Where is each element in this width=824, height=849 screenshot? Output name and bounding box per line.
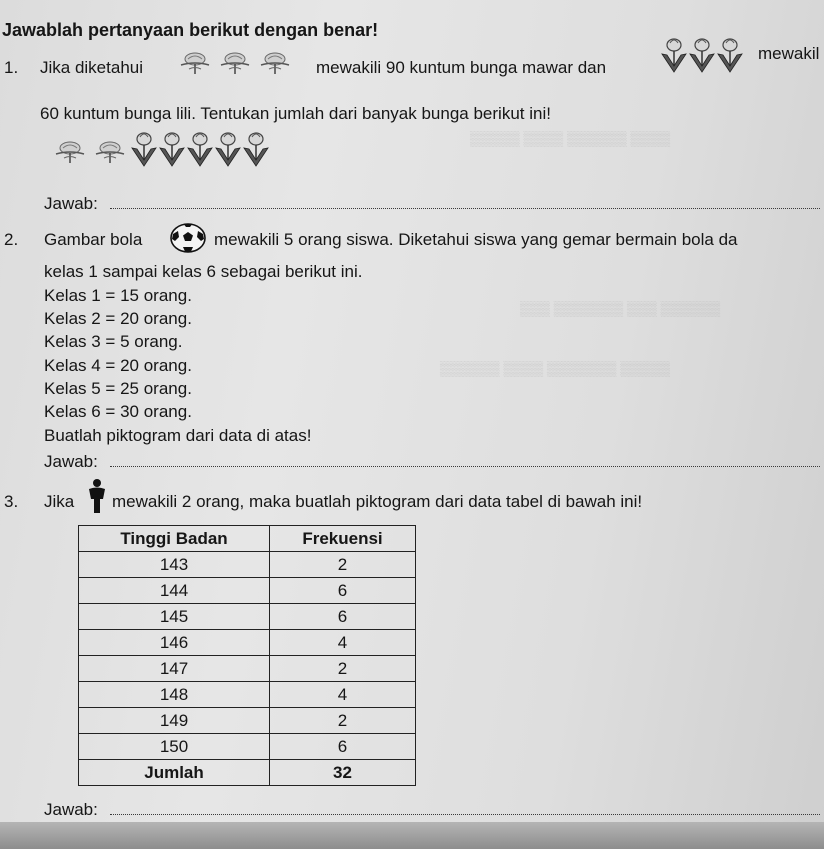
q1-answer-label: Jawab: xyxy=(44,194,98,213)
worksheet-heading: Jawablah pertanyaan berikut dengan benar! xyxy=(2,20,379,40)
q3-number: 3. xyxy=(4,492,19,511)
frequency-cell: 6 xyxy=(270,604,416,630)
frequency-cell: 4 xyxy=(270,630,416,656)
table-header-row xyxy=(79,526,416,552)
q2-class-3: Kelas 3 = 5 orang. xyxy=(44,332,183,351)
q2-instruction: Buatlah piktogram dari data di atas! xyxy=(44,426,312,445)
frequency-cell: 2 xyxy=(270,552,416,578)
q2-class-4: Kelas 4 = 20 orang. xyxy=(44,356,192,375)
q1-lily-key-icons xyxy=(660,38,744,83)
frequency-cell: 2 xyxy=(270,708,416,734)
frequency-cell: 2 xyxy=(270,656,416,682)
rose-flower-icon xyxy=(90,139,130,170)
page-bottom-edge xyxy=(0,822,824,849)
q2-question-text: mewakili 5 orang siswa. Diketahui siswa yang gemar bermain bola da xyxy=(214,230,738,249)
height-cell: 147 xyxy=(79,656,270,682)
table-row xyxy=(79,604,416,630)
rose-flower-icon xyxy=(175,50,215,81)
q3-question-text: mewakili 2 orang, maka buatlah piktogram dari data tabel di bawah ini! xyxy=(112,492,643,511)
table-row xyxy=(79,734,416,760)
frequency-cell: 6 xyxy=(270,578,416,604)
height-cell: 149 xyxy=(79,708,270,734)
soccer-ball-icon xyxy=(170,222,206,259)
height-cell: 145 xyxy=(79,604,270,630)
table-total-row xyxy=(79,760,416,786)
bleed-through-texture: ▒▒▒▒▒▒ ▒▒▒ ▒▒▒▒▒▒▒ ▒▒▒ xyxy=(520,300,721,316)
total-value-cell: 32 xyxy=(270,760,416,786)
total-label-cell: Jumlah xyxy=(79,760,270,786)
q1-rose-value-text: mewakili 90 kuntum bunga mawar dan xyxy=(316,58,607,77)
q2-class-6: Kelas 6 = 30 orang. xyxy=(44,402,192,421)
q1-flower-picture xyxy=(50,132,270,177)
q1-question-text: 60 kuntum bunga lili. Tentukan jumlah dari banyak bunga berikut ini! xyxy=(40,104,551,123)
person-icon xyxy=(86,478,108,519)
q1-lily-value-text-start: mewakil xyxy=(758,44,820,63)
frequency-cell: 4 xyxy=(270,682,416,708)
q2-class-1: Kelas 1 = 15 orang. xyxy=(44,286,192,305)
lily-flower-icon xyxy=(242,132,270,177)
height-cell: 150 xyxy=(79,734,270,760)
table-row xyxy=(79,552,416,578)
lily-flower-icon xyxy=(214,132,242,177)
q2-class-5: Kelas 5 = 25 orang. xyxy=(44,379,192,398)
rose-flower-icon xyxy=(50,139,90,170)
bleed-through-texture: ▒▒▒▒ ▒▒▒▒▒▒ ▒▒▒▒ ▒▒▒▒▒ xyxy=(470,130,671,146)
q3-intro-text: Jika xyxy=(44,492,75,511)
height-cell: 144 xyxy=(79,578,270,604)
q2-class-2: Kelas 2 = 20 orang. xyxy=(44,309,192,328)
q2-intro-text: Gambar bola xyxy=(44,230,143,249)
table-header-height: Tinggi Badan xyxy=(79,526,270,552)
bleed-through-texture: ▒▒▒▒▒ ▒▒▒▒▒▒▒ ▒▒▒▒ ▒▒▒▒▒▒ xyxy=(440,360,670,376)
lily-flower-icon xyxy=(660,38,688,83)
height-cell: 148 xyxy=(79,682,270,708)
q2-number: 2. xyxy=(4,230,19,249)
q1-rose-key-icons xyxy=(175,50,295,81)
table-row xyxy=(79,708,416,734)
q1-intro-text: Jika diketahui xyxy=(40,58,144,77)
q3-answer-line[interactable] xyxy=(110,814,820,815)
q2-answer-label: Jawab: xyxy=(44,452,98,471)
table-row xyxy=(79,656,416,682)
lily-flower-icon xyxy=(186,132,214,177)
lily-flower-icon xyxy=(130,132,158,177)
q2-question-text-continued: kelas 1 sampai kelas 6 sebagai berikut ini. xyxy=(44,262,363,281)
q3-answer-label: Jawab: xyxy=(44,800,98,819)
rose-flower-icon xyxy=(255,50,295,81)
table-row xyxy=(79,630,416,656)
table-row xyxy=(79,682,416,708)
height-cell: 143 xyxy=(79,552,270,578)
height-cell: 146 xyxy=(79,630,270,656)
lily-flower-icon xyxy=(688,38,716,83)
lily-flower-icon xyxy=(716,38,744,83)
lily-flower-icon xyxy=(158,132,186,177)
height-frequency-table xyxy=(78,525,416,786)
table-row xyxy=(79,578,416,604)
frequency-cell: 6 xyxy=(270,734,416,760)
q1-number: 1. xyxy=(4,58,19,77)
q2-answer-line[interactable] xyxy=(110,466,820,467)
q1-answer-line[interactable] xyxy=(110,208,820,209)
table-header-frequency: Frekuensi xyxy=(270,526,416,552)
rose-flower-icon xyxy=(215,50,255,81)
